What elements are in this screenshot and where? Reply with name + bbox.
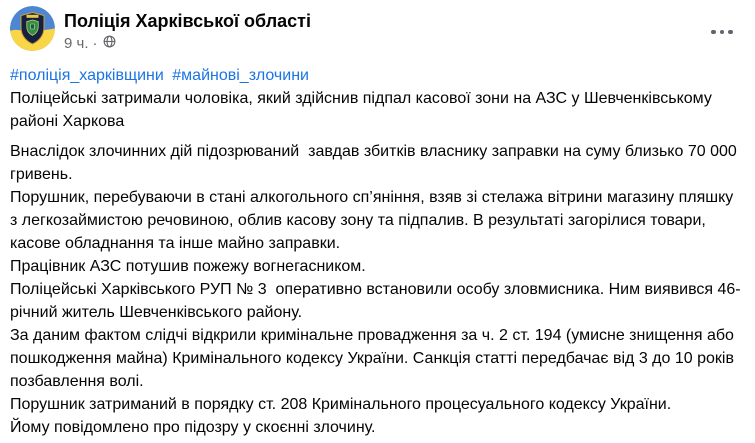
post-paragraph: Порушник затриманий в порядку ст. 208 Кримінального процесуального кодексу України. bbox=[10, 396, 672, 413]
hashtag-link-policia-kharkivshchyny[interactable]: #поліція_харківщини bbox=[10, 67, 164, 84]
globe-icon bbox=[103, 34, 116, 53]
post-body bbox=[10, 140, 743, 439]
post-paragraph: Порушник, перебуваючи в стані алкогольного сп’яніння, взяв зі стелажа вітрини магазину пляшку з легкозаймистою речовиною, облив касову зону та підпалив. В результаті загорілися товари, касове обладнання та інше майно заправки. bbox=[10, 189, 738, 252]
post-header bbox=[0, 0, 755, 53]
more-options-button[interactable] bbox=[705, 19, 739, 45]
page-name-link[interactable]: Поліція Харківської області bbox=[64, 11, 311, 31]
post-content bbox=[0, 64, 755, 443]
post-meta-row bbox=[64, 34, 705, 53]
post-paragraph: Працівник АЗС потушив пожежу вогнегасником. bbox=[10, 258, 366, 275]
header-text bbox=[64, 6, 705, 53]
post-paragraph: Поліцейські Харківського РУП № 3 оперативно встановили особу зловмисника. Ним виявився 46-річний житель Шевченківського району. bbox=[10, 281, 741, 321]
page-avatar[interactable] bbox=[10, 6, 55, 51]
hashtag-link-mainovi-zlochyny[interactable]: #майнові_злочини bbox=[172, 67, 309, 84]
ellipsis-icon bbox=[711, 30, 716, 35]
hashtag-row bbox=[10, 64, 743, 87]
meta-separator: · bbox=[92, 35, 98, 52]
post-paragraph: Йому повідомлено про підозру у скоєнні злочину. bbox=[10, 419, 376, 436]
post-paragraph: Внаслідок злочинних дій підозрюваний завдав збитків власнику заправки на суму близько 70 000 гривень. bbox=[10, 143, 742, 183]
post-paragraph: За даним фактом слідчі відкрили кримінальне провадження за ч. 2 ст. 194 (умисне знищення або пошкодження майна) Кримінального кодексу України. Санкція статті передбачає від 3 до 10 років позбавлення волі. bbox=[10, 327, 739, 390]
post-timestamp[interactable]: 9 ч. bbox=[64, 35, 89, 52]
police-shield-emblem-icon bbox=[10, 6, 55, 51]
post-paragraph: Поліцейські затримали чоловіка, який здійснив підпал касової зони на АЗС у Шевченківському районі Харкова bbox=[10, 90, 717, 130]
